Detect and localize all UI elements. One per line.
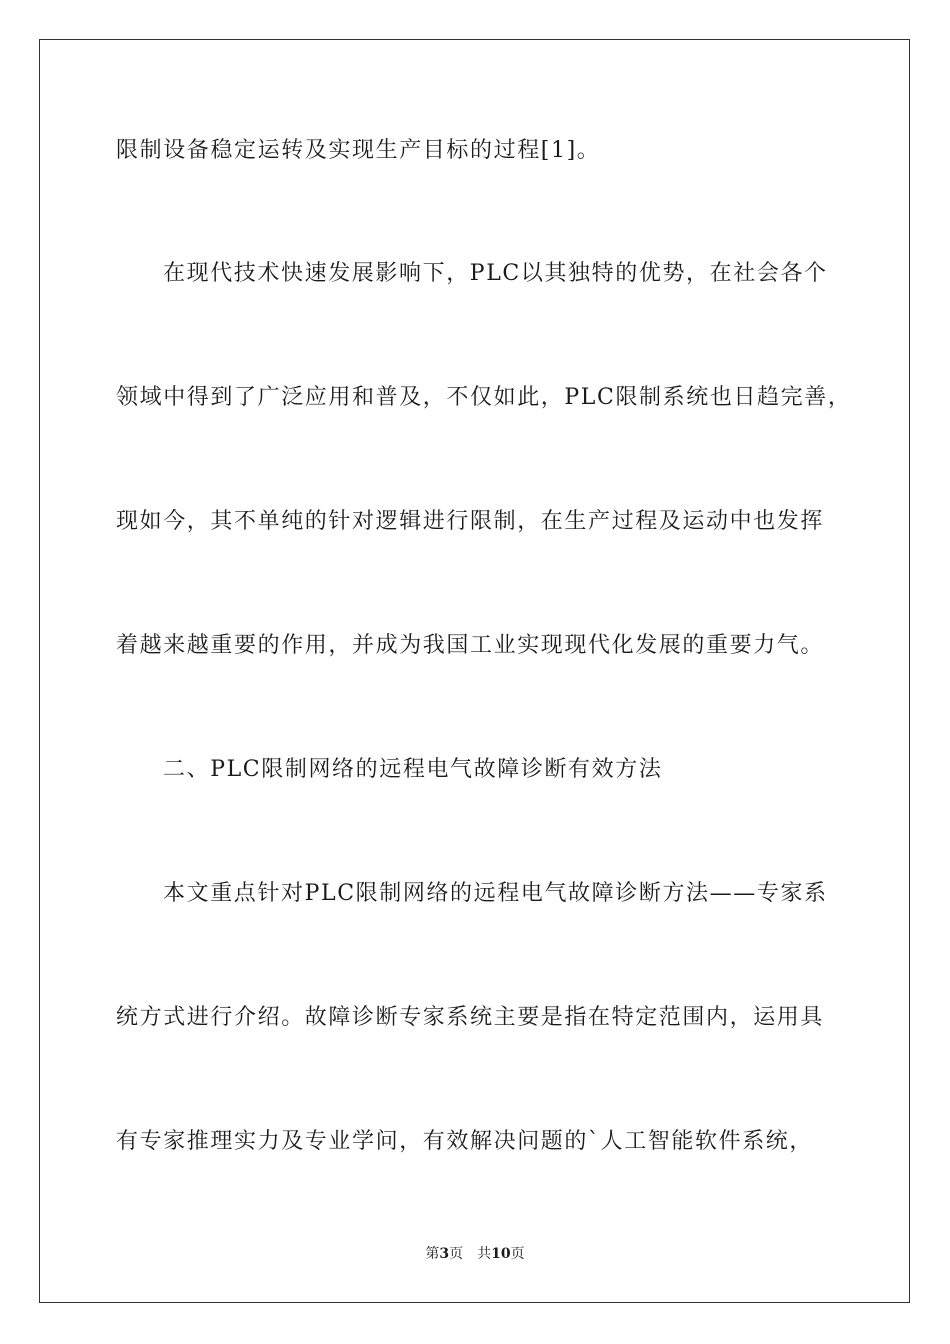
text-line: 现如今，其不单纯的针对逻辑进行限制，在生产过程及运动中也发挥 [116,509,825,534]
total-pages: 10 [491,1246,511,1262]
page-border [39,39,910,1303]
total-label-suffix: 页 [510,1246,525,1262]
text-line: 统方式进行介绍。故障诊断专家系统主要是指在特定范围内，运用具 [116,1005,825,1030]
total-label-prefix: 共 [477,1246,492,1262]
text-line: 限制设备稳定运转及实现生产目标的过程[1]。 [116,138,601,163]
text-line: 有专家推理实力及专业学问，有效解决问题的`人工智能软件系统， [116,1129,814,1154]
text-line: 着越来越重要的作用，并成为我国工业实现现代化发展的重要力气。 [116,633,825,658]
page-label-suffix: 页 [449,1246,464,1262]
page-number: 3 [439,1246,450,1262]
text-line: 在现代技术快速发展影响下，PLC以其独特的优势，在社会各个 [163,261,828,286]
text-line: 本文重点针对PLC限制网络的远程电气故障诊断方法——专家系 [163,881,828,906]
text-line: 领域中得到了广泛应用和普及，不仅如此，PLC限制系统也日趋完善， [116,385,852,410]
page-label-prefix: 第 [425,1246,440,1262]
section-heading: 二、PLC限制网络的远程电气故障诊断有效方法 [163,757,663,782]
page-footer [0,1245,950,1263]
